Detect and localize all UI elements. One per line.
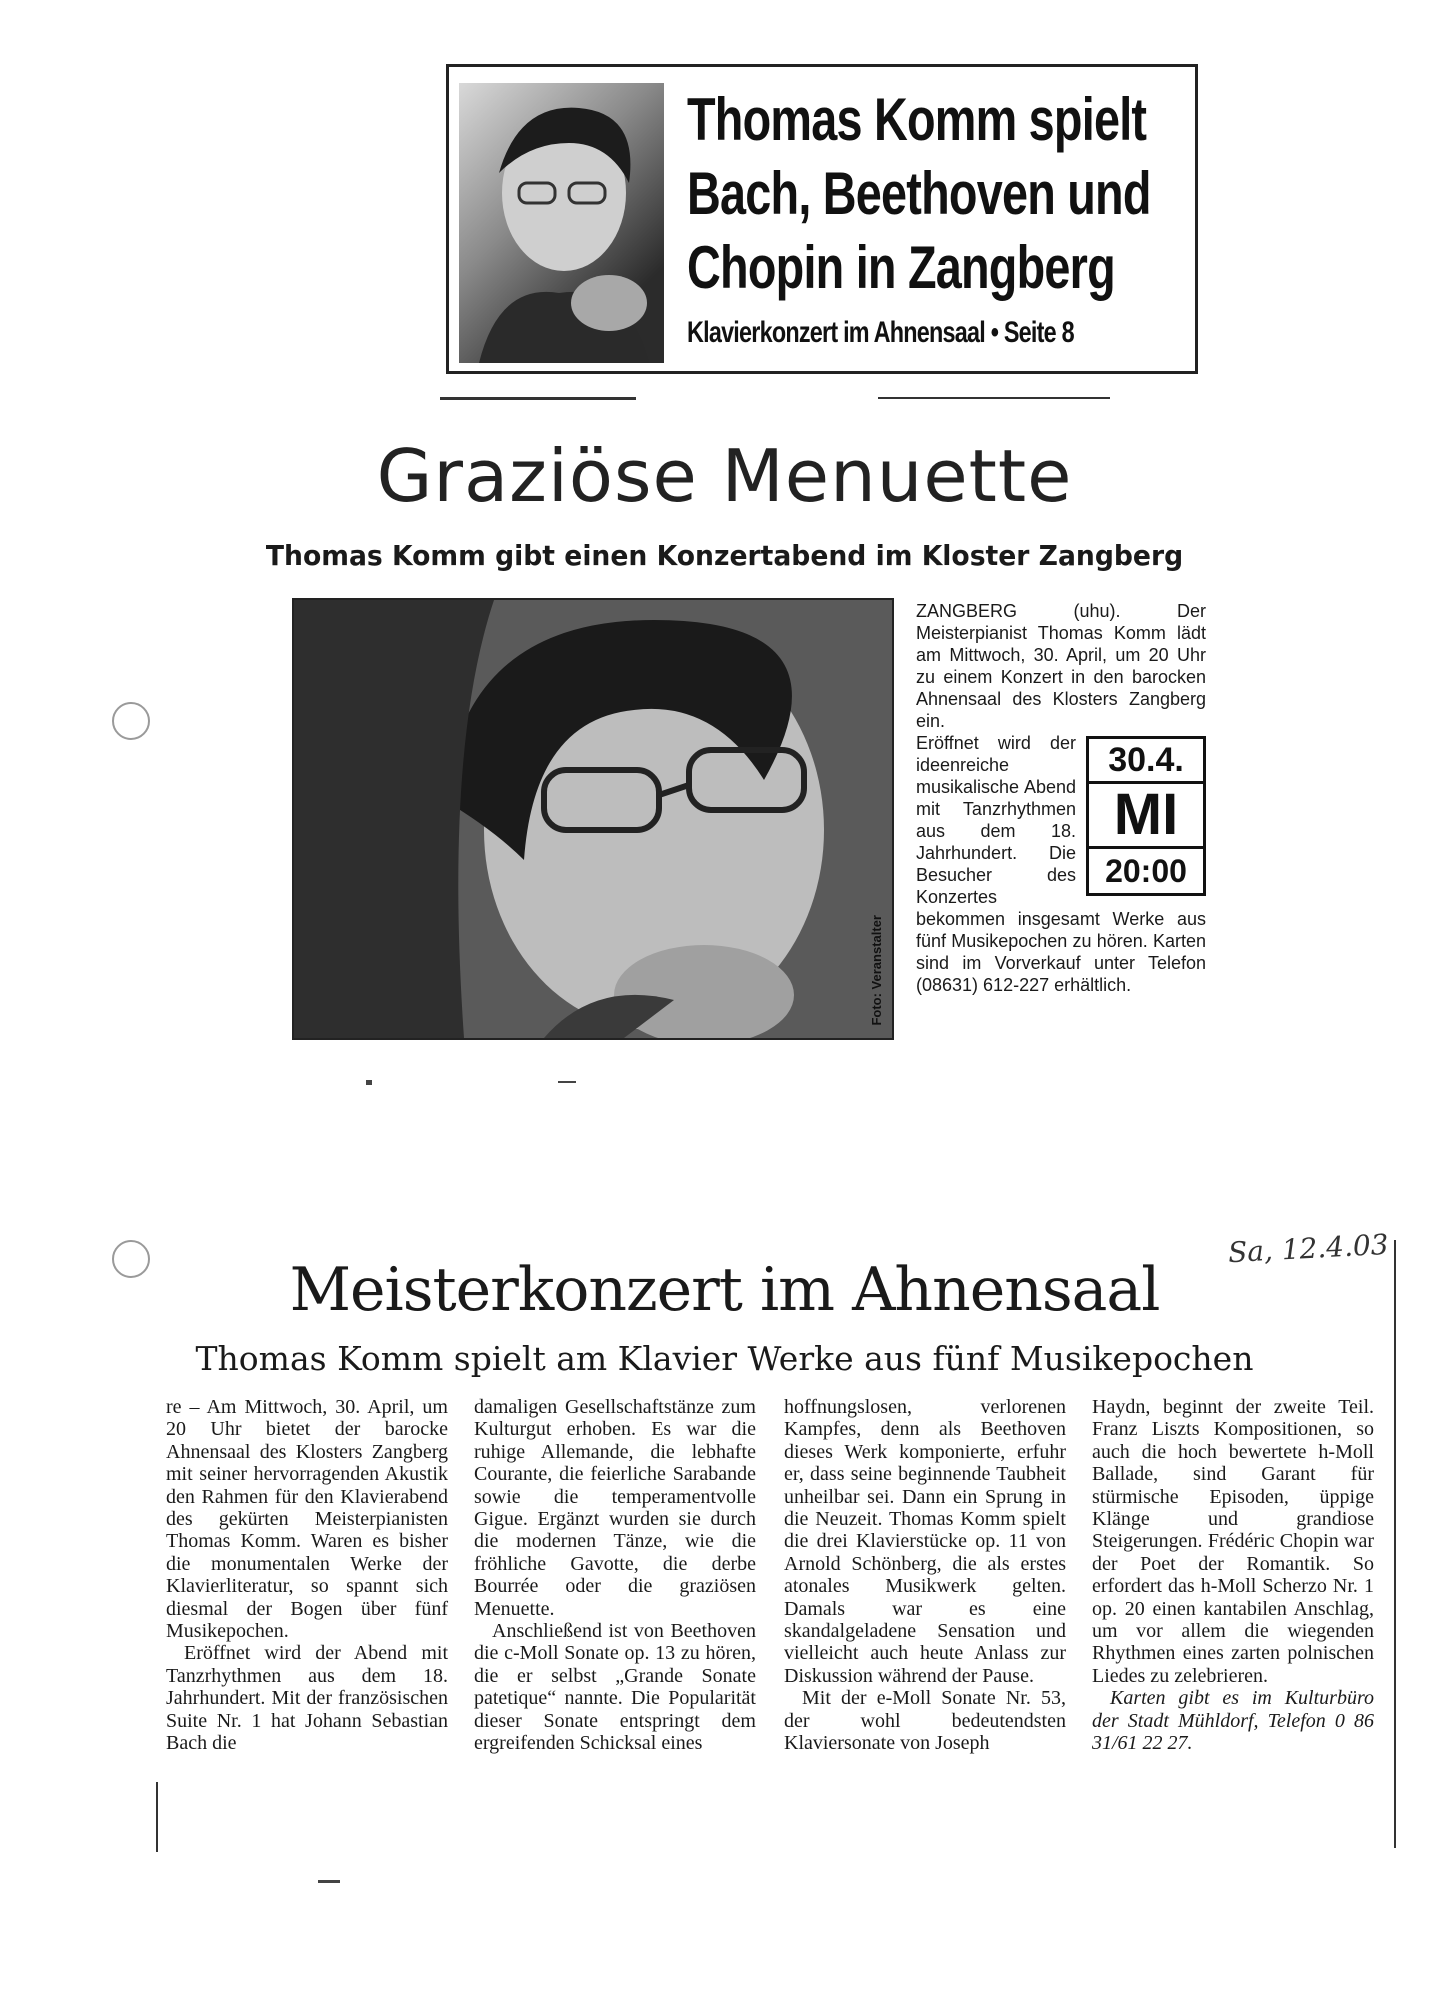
scan-mark xyxy=(366,1080,372,1085)
article2-column-2 xyxy=(474,1396,756,1755)
article1-text-column xyxy=(916,600,1206,996)
teaser-box xyxy=(446,64,1198,374)
portrait-illustration-large xyxy=(294,600,892,1038)
scan-mark xyxy=(558,1081,576,1083)
portrait-illustration xyxy=(459,83,664,363)
separator-rule-left xyxy=(440,397,636,400)
article1-intro: ZANGBERG (uhu). Der Meisterpianist Thomas Komm lädt am Mittwoch, 30. April, um 20 Uhr zu einem Konzert in den barocken Ahnensaal des Klosters Zangberg ein. xyxy=(916,601,1206,731)
article2-col3-paragraph-2: Mit der e-Moll Sonate Nr. 53, der wohl bedeutendsten Klaviersonate von Joseph xyxy=(784,1687,1066,1755)
article2-column-3 xyxy=(784,1396,1066,1755)
article2-col4-contact: Karten gibt es im Kulturbüro der Stadt Mühldorf, Telefon 0 86 31/61 22 27. xyxy=(1092,1687,1374,1755)
article2-col1-paragraph-1: re – Am Mittwoch, 30. April, um 20 Uhr bietet der barocke Ahnensaal des Klosters Zangberg mit seiner hervorragenden Akustik den Rahmen für den Klavierabend des gekürten Meisterpianisten Thomas Komm. Waren es bisher die monumentalen Werke der Klavierliteratur, so spannt sich diesmal der Bogen über fünf Musikepochen. xyxy=(166,1396,448,1643)
column-border-right xyxy=(1394,1240,1396,1848)
teaser-portrait-photo xyxy=(459,83,664,363)
article2-col1-paragraph-2: Eröffnet wird der Abend mit Tanzrhythmen aus dem 18. Jahrhundert. Mit der französischen Suite Nr. 1 hat Johann Sebastian Bach die xyxy=(166,1642,448,1755)
separator-rule-right xyxy=(878,397,1110,399)
date-box-time: 20:00 xyxy=(1105,853,1187,889)
article2-column-1 xyxy=(166,1396,448,1755)
handwritten-date-note: Sa, 12.4.03 xyxy=(1227,1227,1390,1270)
article2-col3-paragraph-1: hoffnungslosen, verlorenen Kampfes, denn als Beethoven dieses Werk komponierte, erfuhr er, dass seine beginnende Taubheit unheilbar sei. Dann ein Sprung in die Neuzeit. Thomas Komm spielt die drei Klavierstücke op. 11 von Arnold Schönberg, die als erstes atonales Musikwerk gelten. Damals war es eine skandalgeladene Sensation und vielleicht auch heute Anlass zur Diskussion während der Pause. xyxy=(784,1396,1066,1687)
teaser-subline: Klavierkonzert im Ahnensaal • Seite 8 xyxy=(687,316,1074,349)
column-border-left xyxy=(156,1782,158,1852)
article2-headline: Meisterkonzert im Ahnensaal xyxy=(289,1255,1160,1325)
scan-mark xyxy=(318,1880,340,1883)
article2-col2-paragraph-2: Anschließend ist von Beethoven die c-Moll Sonate op. 13 zu hören, die er selbst „Grande Sonate patetique“ nannte. Die Popularität dieser Sonate entspringt dem ergreifenden Schicksal eines xyxy=(474,1620,756,1755)
photo-credit: Foto: Veranstalter xyxy=(869,915,884,1026)
punch-hole-top xyxy=(112,702,150,740)
article2-column-4 xyxy=(1092,1396,1374,1755)
teaser-headline-line-3: Chopin in Zangberg xyxy=(687,234,1115,301)
article1-body: Eröffnet wird der ideenreiche musikalische Abend mit Tanzrhythmen aus dem 18. Jahrhundert. Die Besucher des Konzertes bekommen insgesamt Werke aus fünf Musikepochen zu hören. Karten sind im Vorverkauf unter Telefon (08631) 612-227 erhältlich. xyxy=(916,733,1206,995)
article2-col4-paragraph-1: Haydn, beginnt der zweite Teil. Franz Liszts Kompositionen, so auch die hoch bewertete h-Moll Ballade, sind Garant für stürmische Episoden, üppige Klänge und grandiose Steigerungen. Frédéric Chopin war der Poet der Romantik. So erfordert das h-Moll Scherzo Nr. 1 op. 20 einen kantabilen Anschlag, um vor allem die wiegenden Rhythmen eines zarten polnischen Liedes zu zelebrieren. xyxy=(1092,1396,1374,1687)
article1-subheadline: Thomas Komm gibt einen Konzertabend im Kloster Zangberg xyxy=(265,539,1184,572)
article1-headline: Graziöse Menuette xyxy=(376,434,1073,518)
date-box-day: 30.4. xyxy=(1089,739,1203,784)
teaser-headline-line-2: Bach, Beethoven und xyxy=(687,160,1151,227)
date-box-weekday: MI xyxy=(1089,784,1203,849)
teaser-headline-line-1: Thomas Komm spielt xyxy=(687,86,1147,153)
article2-col2-paragraph-1: damaligen Gesellschaftstänze zum Kulturgut erhoben. Es war die ruhige Allemande, die lebhafte Courante, die feierliche Sarabande sowie die temperamentvolle Gigue. Ergänzt wurden sie durch die modernen Tänze, wie die fröhliche Gavotte, die derbe Bourrée oder die graziösen Menuette. xyxy=(474,1396,756,1620)
article1-portrait-photo xyxy=(292,598,894,1040)
article2-subheadline: Thomas Komm spielt am Klavier Werke aus fünf Musikepochen xyxy=(195,1339,1254,1378)
date-box xyxy=(1086,736,1206,896)
